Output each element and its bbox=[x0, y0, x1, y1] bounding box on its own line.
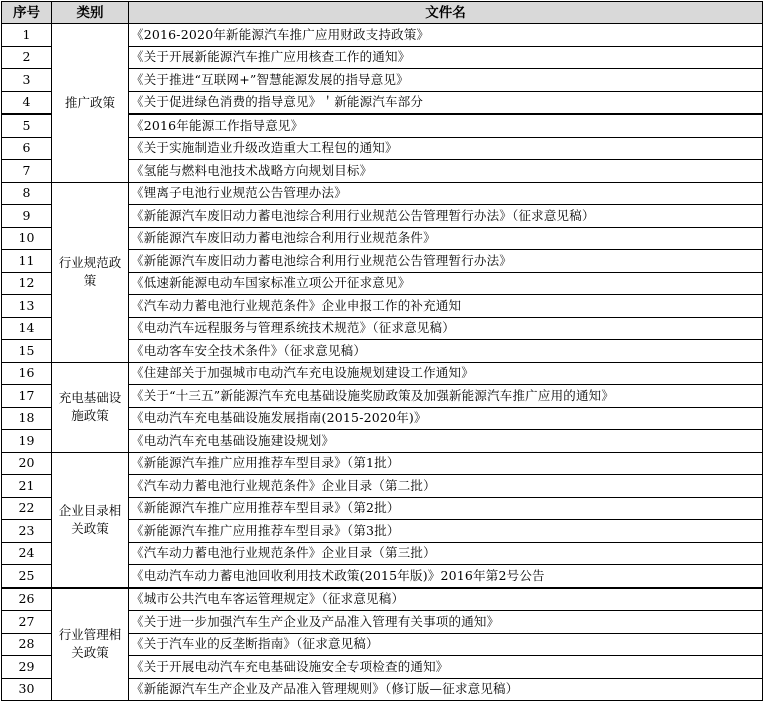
row-num: 16 bbox=[2, 362, 52, 385]
table-row bbox=[2, 452, 763, 475]
row-num: 9 bbox=[2, 205, 52, 228]
row-num: 17 bbox=[2, 385, 52, 408]
row-num: 30 bbox=[2, 678, 52, 701]
file-name: 《电动汽车充电基础设施发展指南(2015-2020年)》 bbox=[129, 407, 763, 430]
row-num: 14 bbox=[2, 317, 52, 340]
table-row bbox=[2, 24, 763, 47]
row-num: 4 bbox=[2, 91, 52, 114]
row-num: 22 bbox=[2, 497, 52, 520]
row-num: 19 bbox=[2, 430, 52, 453]
file-name: 《关于实施制造业升级改造重大工程包的通知》 bbox=[129, 137, 763, 160]
category-cell: 行业规范政策 bbox=[52, 182, 129, 362]
category-cell: 充电基础设施政策 bbox=[52, 362, 129, 452]
row-num: 15 bbox=[2, 340, 52, 363]
row-num: 24 bbox=[2, 542, 52, 565]
row-num: 27 bbox=[2, 611, 52, 634]
table-row bbox=[2, 588, 763, 611]
file-name: 《新能源汽车废旧动力蓄电池综合利用行业规范条件》 bbox=[129, 227, 763, 250]
row-num: 5 bbox=[2, 114, 52, 137]
table-header-row bbox=[2, 2, 763, 24]
file-name: 《新能源汽车推广应用推荐车型目录》（第1批） bbox=[129, 452, 763, 475]
file-name: 《关于“十三五”新能源汽车充电基础设施奖励政策及加强新能源汽车推广应用的通知》 bbox=[129, 385, 763, 408]
header-num: 序号 bbox=[2, 2, 52, 24]
row-num: 23 bbox=[2, 520, 52, 543]
header-filename: 文件名 bbox=[129, 2, 763, 24]
file-name: 《关于推进“互联网+”智慧能源发展的指导意见》 bbox=[129, 69, 763, 92]
row-num: 1 bbox=[2, 24, 52, 47]
file-name: 《低速新能源电动车国家标准立项公开征求意见》 bbox=[129, 272, 763, 295]
row-num: 3 bbox=[2, 69, 52, 92]
row-num: 13 bbox=[2, 295, 52, 318]
file-name: 《住建部关于加强城市电动汽车充电设施规划建设工作通知》 bbox=[129, 362, 763, 385]
category-cell: 行业管理相关政策 bbox=[52, 588, 129, 701]
row-num: 11 bbox=[2, 250, 52, 273]
file-name: 《新能源汽车废旧动力蓄电池综合利用行业规范公告管理暂行办法》（征求意见稿） bbox=[129, 205, 763, 228]
row-num: 6 bbox=[2, 137, 52, 160]
file-name: 《氢能与燃料电池技术战略方向规划目标》 bbox=[129, 160, 763, 183]
row-num: 21 bbox=[2, 475, 52, 498]
row-num: 20 bbox=[2, 452, 52, 475]
file-name: 《电动客车安全技术条件》（征求意见稿） bbox=[129, 340, 763, 363]
row-num: 26 bbox=[2, 588, 52, 611]
row-num: 28 bbox=[2, 633, 52, 656]
file-name: 《汽车动力蓄电池行业规范条件》企业目录（第二批） bbox=[129, 475, 763, 498]
file-name: 《新能源汽车生产企业及产品准入管理规则》（修订版—征求意见稿） bbox=[129, 678, 763, 701]
row-num: 10 bbox=[2, 227, 52, 250]
file-name: 《关于开展电动汽车充电基础设施安全专项检查的通知》 bbox=[129, 656, 763, 679]
file-name: 《2016年能源工作指导意见》 bbox=[129, 114, 763, 137]
category-cell: 企业目录相关政策 bbox=[52, 452, 129, 588]
table-row bbox=[2, 182, 763, 205]
file-name: 《关于开展新能源汽车推广应用核查工作的通知》 bbox=[129, 46, 763, 69]
category-cell: 推广政策 bbox=[52, 24, 129, 183]
header-category: 类别 bbox=[52, 2, 129, 24]
policy-table bbox=[1, 1, 763, 701]
table-body bbox=[2, 24, 763, 701]
row-num: 8 bbox=[2, 182, 52, 205]
row-num: 29 bbox=[2, 656, 52, 679]
file-name: 《2016-2020年新能源汽车推广应用财政支持政策》 bbox=[129, 24, 763, 47]
file-name: 《汽车动力蓄电池行业规范条件》企业申报工作的补充通知 bbox=[129, 295, 763, 318]
file-name: 《新能源汽车推广应用推荐车型目录》（第3批） bbox=[129, 520, 763, 543]
file-name: 《新能源汽车废旧动力蓄电池综合利用行业规范公告管理暂行办法》 bbox=[129, 250, 763, 273]
table-row bbox=[2, 362, 763, 385]
file-name: 《锂离子电池行业规范公告管理办法》 bbox=[129, 182, 763, 205]
row-num: 7 bbox=[2, 160, 52, 183]
row-num: 25 bbox=[2, 565, 52, 588]
file-name: 《电动汽车动力蓄电池回收利用技术政策(2015年版)》2016年第2号公告 bbox=[129, 565, 763, 588]
file-name: 《电动汽车充电基础设施建设规划》 bbox=[129, 430, 763, 453]
file-name: 《关于进一步加强汽车生产企业及产品准入管理有关事项的通知》 bbox=[129, 611, 763, 634]
row-num: 2 bbox=[2, 46, 52, 69]
file-name: 《电动汽车远程服务与管理系统技术规范》（征求意见稿） bbox=[129, 317, 763, 340]
file-name: 《城市公共汽电车客运管理规定》（征求意见稿） bbox=[129, 588, 763, 611]
file-name: 《关于促进绿色消费的指导意见》＇新能源汽车部分 bbox=[129, 91, 763, 114]
file-name: 《关于汽车业的反垄断指南》（征求意见稿） bbox=[129, 633, 763, 656]
file-name: 《新能源汽车推广应用推荐车型目录》（第2批） bbox=[129, 497, 763, 520]
row-num: 12 bbox=[2, 272, 52, 295]
file-name: 《汽车动力蓄电池行业规范条件》企业目录（第三批） bbox=[129, 542, 763, 565]
row-num: 18 bbox=[2, 407, 52, 430]
